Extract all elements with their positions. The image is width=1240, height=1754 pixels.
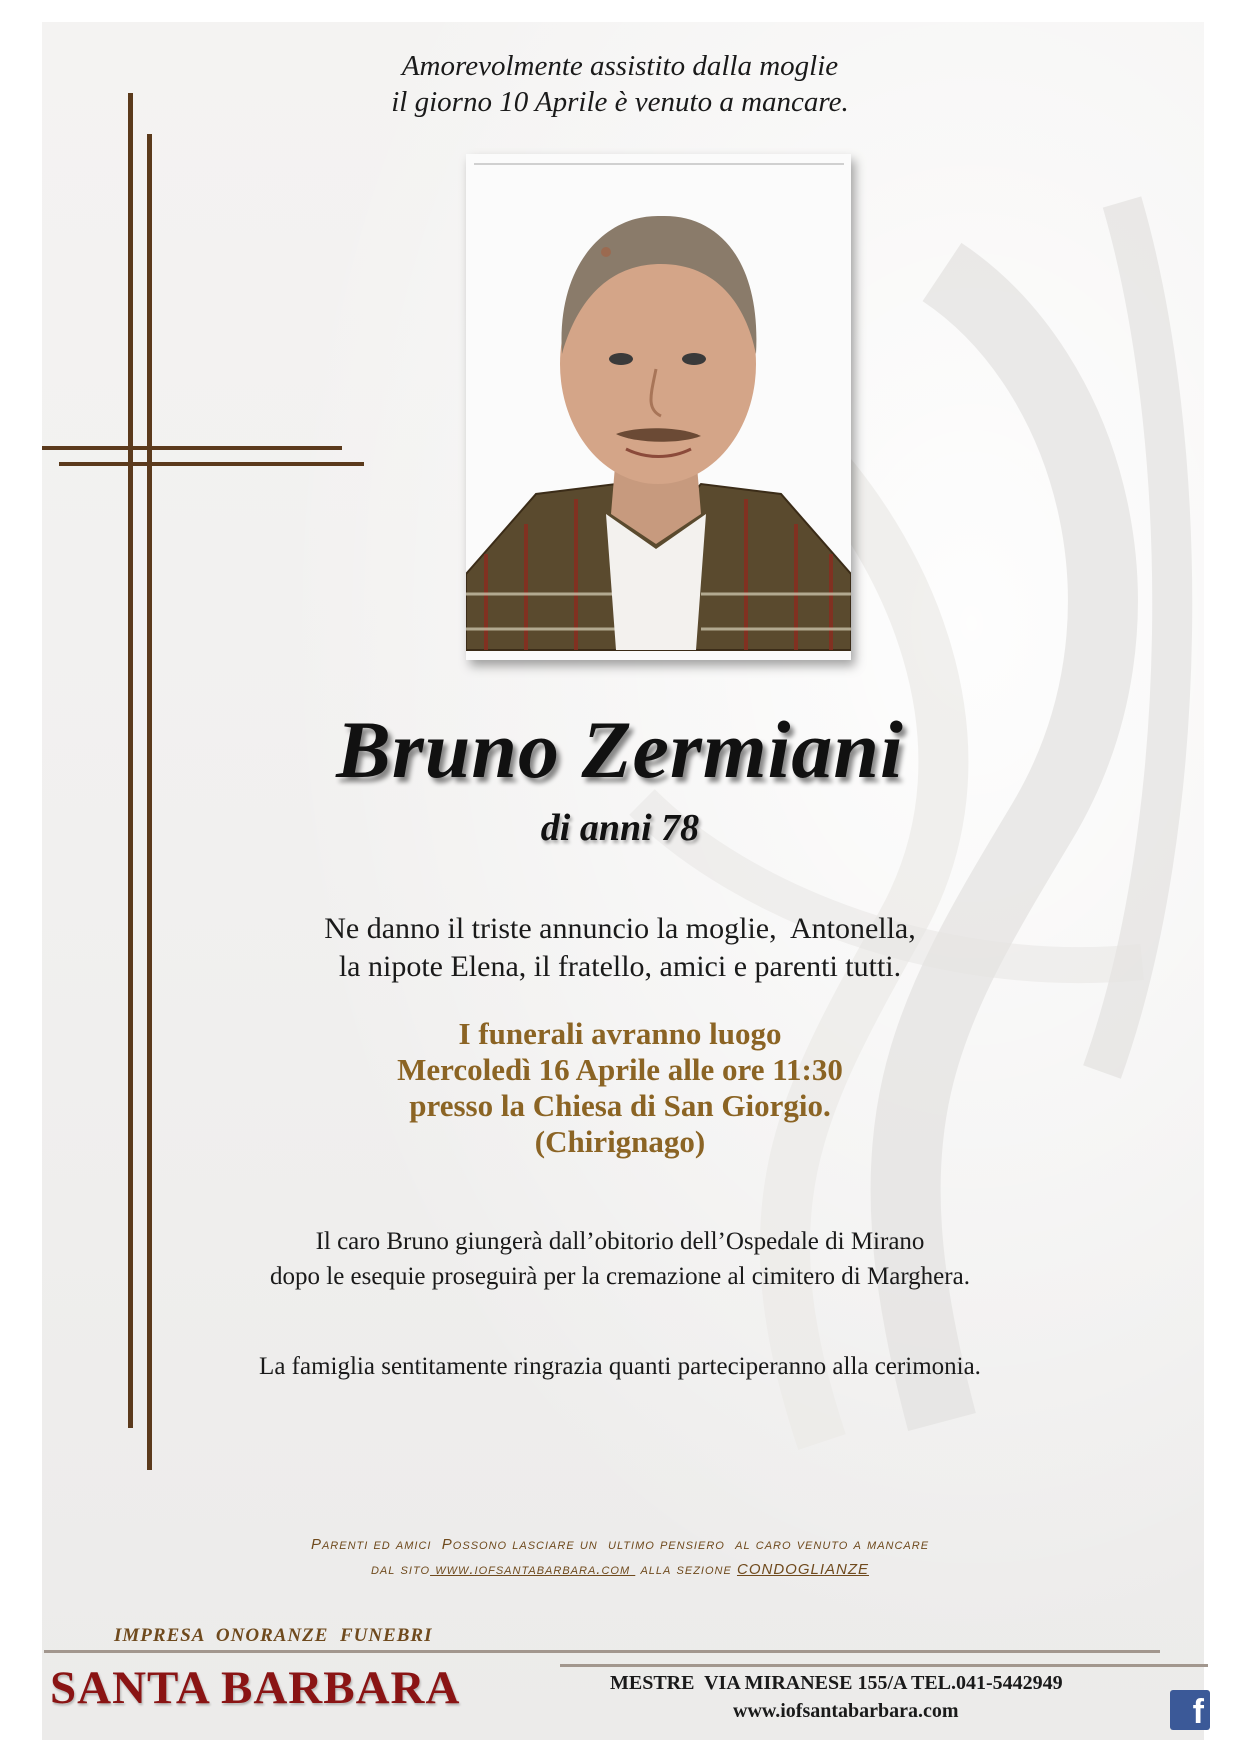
transfer-text <box>0 1224 1240 1294</box>
divider-bottom <box>560 1664 1208 1667</box>
transfer-line-1: Il caro Bruno giungerà dall’obitorio dell’Ospedale di Mirano <box>315 1228 925 1255</box>
deceased-name: Bruno Zermiani <box>336 704 904 795</box>
funeral-details <box>0 1016 1240 1160</box>
website-link[interactable]: www.iofsantabarbara.com <box>430 1561 636 1578</box>
condolence-notice <box>0 1532 1240 1582</box>
portrait-photo <box>466 154 851 660</box>
company-address: MESTRE VIA MIRANESE 155/A TEL.041-5442949 <box>610 1672 1063 1694</box>
intro-text <box>0 48 1240 120</box>
cross-icon-horizontal-bar-2 <box>59 462 364 466</box>
intro-line-1: Amorevolmente assistito dalla moglie <box>401 50 839 82</box>
announcement-text <box>0 910 1240 986</box>
funeral-line-1: I funerali avranno luogo <box>458 1016 782 1051</box>
thanks-text: La famiglia sentitamente ringrazia quanti parteciperanno alla cerimonia. <box>259 1353 981 1380</box>
deceased-age: di anni 78 <box>540 807 700 849</box>
intro-line-2: il giorno 10 Aprile è venuto a mancare. <box>391 86 849 118</box>
funeral-line-3: presso la Chiesa di San Giorgio. <box>409 1088 831 1123</box>
announcement-line-2: la nipote Elena, il fratello, amici e parenti tutti. <box>338 950 902 983</box>
condolence-mid: alla sezione <box>635 1561 737 1578</box>
funeral-line-2: Mercoledì 16 Aprile alle ore 11:30 <box>397 1052 843 1087</box>
divider-top <box>44 1650 1160 1653</box>
condolence-notice-line-1: Parenti ed amici Possono lasciare un ultimo pensiero al caro venuto a mancare <box>310 1536 930 1553</box>
cross-icon-horizontal-bar-1 <box>42 446 342 450</box>
announcement-line-1: Ne danno il triste annuncio la moglie, Antonella, <box>324 912 916 945</box>
condolences-section-link[interactable]: CONDOGLIANZE <box>736 1561 869 1578</box>
condolence-notice-line-2 <box>0 1557 1240 1582</box>
transfer-line-2: dopo le esequie proseguirà per la cremazione al cimitero di Marghera. <box>270 1263 970 1290</box>
facebook-icon[interactable]: f <box>1170 1690 1210 1730</box>
portrait-image <box>466 154 851 660</box>
funeral-line-4: (Chirignago) <box>534 1124 706 1159</box>
condolence-prefix: dal sito <box>370 1561 431 1578</box>
company-website[interactable]: www.iofsantabarbara.com <box>733 1700 959 1722</box>
company-name: SANTA BARBARA <box>50 1662 461 1714</box>
company-label: IMPRESA ONORANZE FUNEBRI <box>114 1625 433 1646</box>
